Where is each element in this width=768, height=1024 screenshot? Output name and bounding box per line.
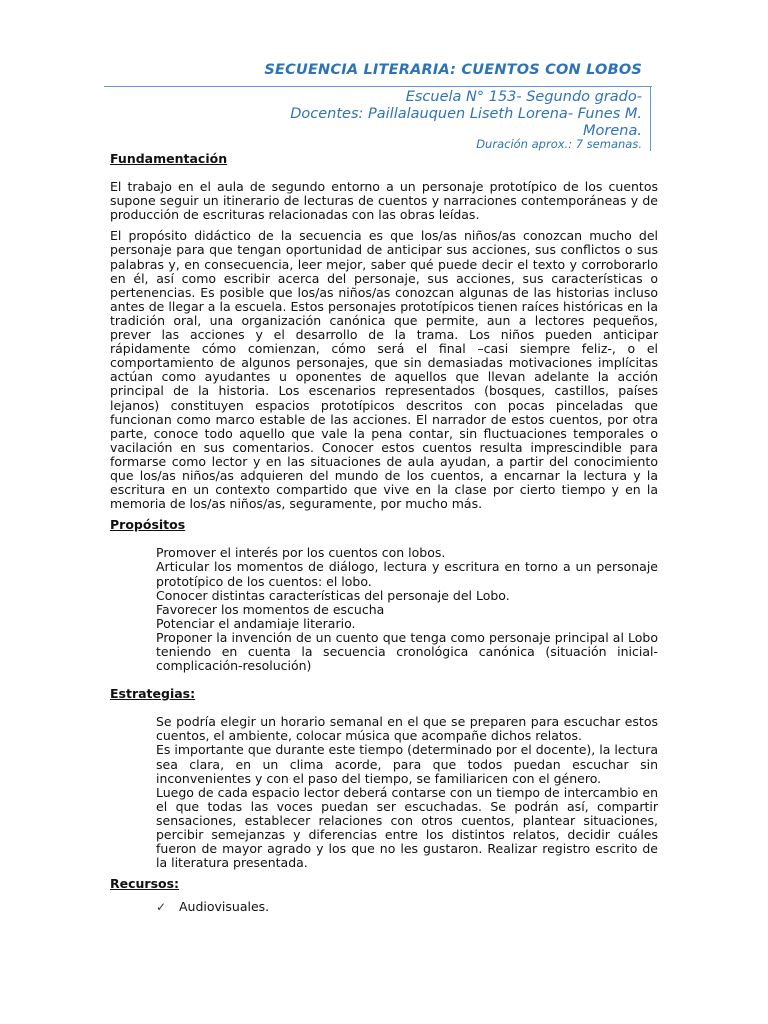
list-item: Luego de cada espacio lector deberá contarse con un tiempo de intercambio en el que todas las voces puedan ser escuchadas. Se podrán así, compartir sensaciones, establecer relaciones con otros cuentos, plantear situaciones, percibir semejanzas y diferencias entre los distintos relatos, decidir cuáles fueron de mayor agrado y los que no les gustaron. Realizar registro escrito de la literatura presentada. xyxy=(156,784,658,871)
document-title: SECUENCIA LITERARIA: CUENTOS CON LOBOS xyxy=(264,62,642,78)
list-item: Conocer distintas características del personaje del Lobo. xyxy=(156,587,510,603)
estrategias-list xyxy=(110,715,658,870)
heading-estrategias: Estrategias: xyxy=(110,686,196,702)
teachers-line: Docentes: Paillalauquen Liseth Lorena- Funes M. Morena. xyxy=(290,106,642,139)
heading-propositos: Propósitos xyxy=(110,517,186,533)
school-line: Escuela N° 153- Segundo grado- xyxy=(405,89,642,105)
list-item: ✓ Audiovisuales. xyxy=(156,899,270,915)
heading-fundamentacion: Fundamentación xyxy=(110,151,228,166)
check-icon: ✓ xyxy=(156,900,167,915)
list-item: Articular los momentos de diálogo, lectura y escritura en torno a un personaje prototípico de los cuentos: el lobo. xyxy=(156,559,658,589)
header-info-box xyxy=(240,87,651,151)
paragraph: El trabajo en el aula de segundo entorno a un personaje prototípico de los cuentos supone seguir un itinerario de lecturas de cuentos y narraciones contemporáneas y de producción de escrituras relacionadas con las obras leídas. xyxy=(110,179,658,223)
list-item: Es importante que durante este tiempo (determinado por el docente), la lectura sea clara, en un clima acorde, para que todos puedan escuchar sin inconvenientes y con el paso del tiempo, se familiaricen con el género. xyxy=(156,742,658,786)
list-item: Proponer la invención de un cuento que tenga como personaje principal al Lobo teniendo en cuenta la secuencia cronológica canónica (situación inicial-complicación-resolución) xyxy=(156,629,658,674)
recursos-list xyxy=(110,900,658,914)
list-item: Se podría elegir un horario semanal en el que se preparen para escuchar estos cuentos, el ambiente, colocar música que acompañe dichos relatos. xyxy=(156,714,658,744)
document-body xyxy=(110,152,658,915)
list-item: Promover el interés por los cuentos con lobos. xyxy=(156,545,446,561)
duration-line: Duración aprox.: 7 semanas. xyxy=(476,137,642,151)
list-item: Favorecer los momentos de escucha xyxy=(156,601,385,617)
paragraph: El propósito didáctico de la secuencia es que los/as niños/as conozcan mucho del personaje para que tengan oportunidad de anticipar sus acciones, sus conflictos o sus palabras y, en consecuencia, leer mejor, saber qué puede decir el texto y corroborarlo en él, así como escribir acerca del personaje, sus acciones, sus características o pertenencias. Es posible que los/as niños/as conozcan algunas de las historias incluso antes de llegar a la escuela. Estos personajes prototípicos tienen raíces históricas en la tradición oral, una organización canónica que permite, aun a lectores pequeños, prever las acciones y el desarrollo de la trama. Los niños pueden anticipar rápidamente cómo comienzan, cómo será el final –casi siempre feliz-, o el comportamiento de algunos personajes, que sin demasiadas motivaciones implícitas actúan como ayudantes u oponentes de aquellos que llevan adelante la acción principal de la historia. Los escenarios representados (bosques, castillos, países lejanos) constituyen espacios prototípicos descritos con pocas pinceladas que funcionan como marco estable de las acciones. El narrador de estos cuentos, por otra parte, conoce todo aquello que vale la pena contar, sin fluctuaciones temporales o vacilación en sus comentarios. Conocer estos cuentos resulta imprescindible para formarse como lector y en las situaciones de aula ayudan, a partir del conocimiento que los/as niños/as adquieren del mundo de los cuentos, a encarnar la lectura y la escritura en un contexto compartido que vive en la clase por cierto tiempo y en la memoria de los/as niños/as, seguramente, por mucho más. xyxy=(110,228,658,512)
propositos-list xyxy=(110,546,658,673)
heading-recursos: Recursos: xyxy=(110,876,180,892)
list-item: Potenciar el andamiaje literario. xyxy=(156,615,356,631)
